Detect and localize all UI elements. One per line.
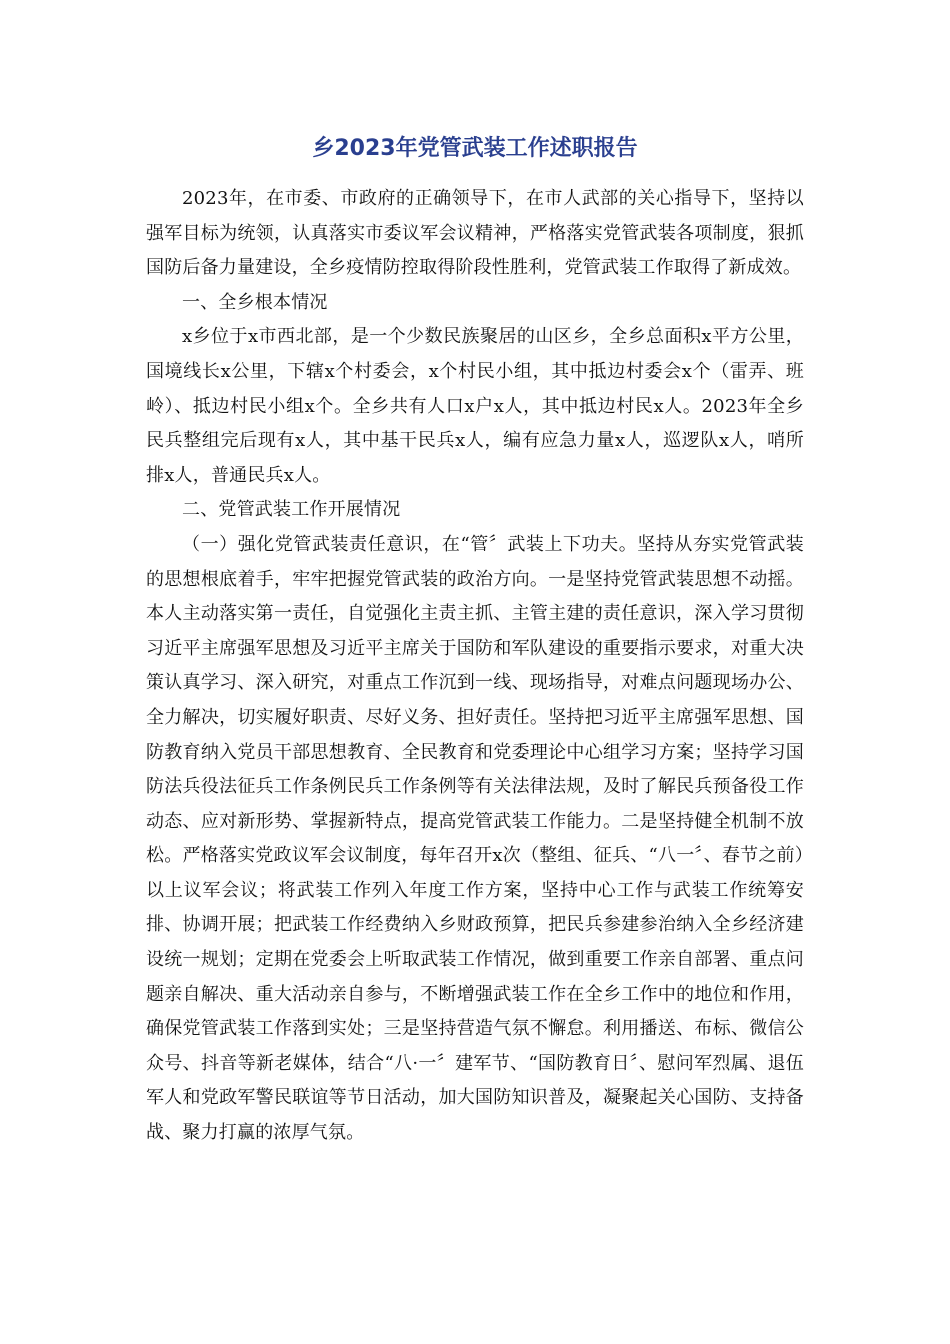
section-heading-basic-situation: 一、全乡根本情况 [182,291,328,313]
document-body [146,182,804,1151]
basic-situation-paragraph: x乡位于x市西北部，是一个少数民族聚居的山区乡，全乡总面积x平方公里，国境线长x公里，下辖x个村委会，x个村民小组，其中抵边村委会x个（雷弄、班岭）、抵边村民小组x个。全乡共有人口x户x人，其中抵边村民x人。2023年全乡民兵整组完后现有x人，其中基干民兵x人，编有应急力量x人，巡逻队x人，哨所排x人，普通民兵x人。 [146,326,804,486]
work-progress-paragraph: （一）强化党管武装责任意识，在“管〞武装上下功夫。坚持从夯实党管武装的思想根底着手，牢牢把握党管武装的政治方向。一是坚持党管武装思想不动摇。本人主动落实第一责任，自觉强化主责主抓、主管主建的责任意识，深入学习贯彻习近平主席强军思想及习近平主席关于国防和军队建设的重要指示要求，对重大决策认真学习、深入研究，对重点工作沉到一线、现场指导，对难点问题现场办公、全力解决，切实履好职责、尽好义务、担好责任。坚持把习近平主席强军思想、国防教育纳入党员干部思想教育、全民教育和党委理论中心组学习方案；坚持学习国防法兵役法征兵工作条例民兵工作条例等有关法律法规，及时了解民兵预备役工作动态、应对新形势、掌握新特点，提高党管武装工作能力。二是坚持健全机制不放松。严格落实党政议军会议制度，每年召开x次（整组、征兵、“八一〞、春节之前）以上议军会议；将武装工作列入年度工作方案，坚持中心工作与武装工作统筹安排、协调开展；把武装工作经费纳入乡财政预算，把民兵参建参治纳入全乡经济建设统一规划；定期在党委会上听取武装工作情况，做到重要工作亲自部署、重点问题亲自解决、重大活动亲自参与，不断增强武装工作在全乡工作中的地位和作用，确保党管武装工作落到实处；三是坚持营造气氛不懈怠。利用播送、布标、微信公众号、抖音等新老媒体，结合“八·一〞建军节、“国防教育日〞、慰问军烈属、退伍军人和党政军警民联谊等节日活动，加大国防知识普及，凝聚起关心国防、支持备战、聚力打赢的浓厚气氛。 [146,533,804,1144]
section-heading-work-progress: 二、党管武装工作开展情况 [182,499,401,521]
document-title: 乡2023年党管武装工作述职报告 [312,136,638,161]
intro-paragraph: 2023年，在市委、市政府的正确领导下，在市人武部的关心指导下，坚持以强军目标为统领，认真落实市委议军会议精神，严格落实党管武装各项制度，狠抓国防后备力量建设，全乡疫情防控取得阶段性胜利，党管武装工作取得了新成效。 [146,188,804,279]
